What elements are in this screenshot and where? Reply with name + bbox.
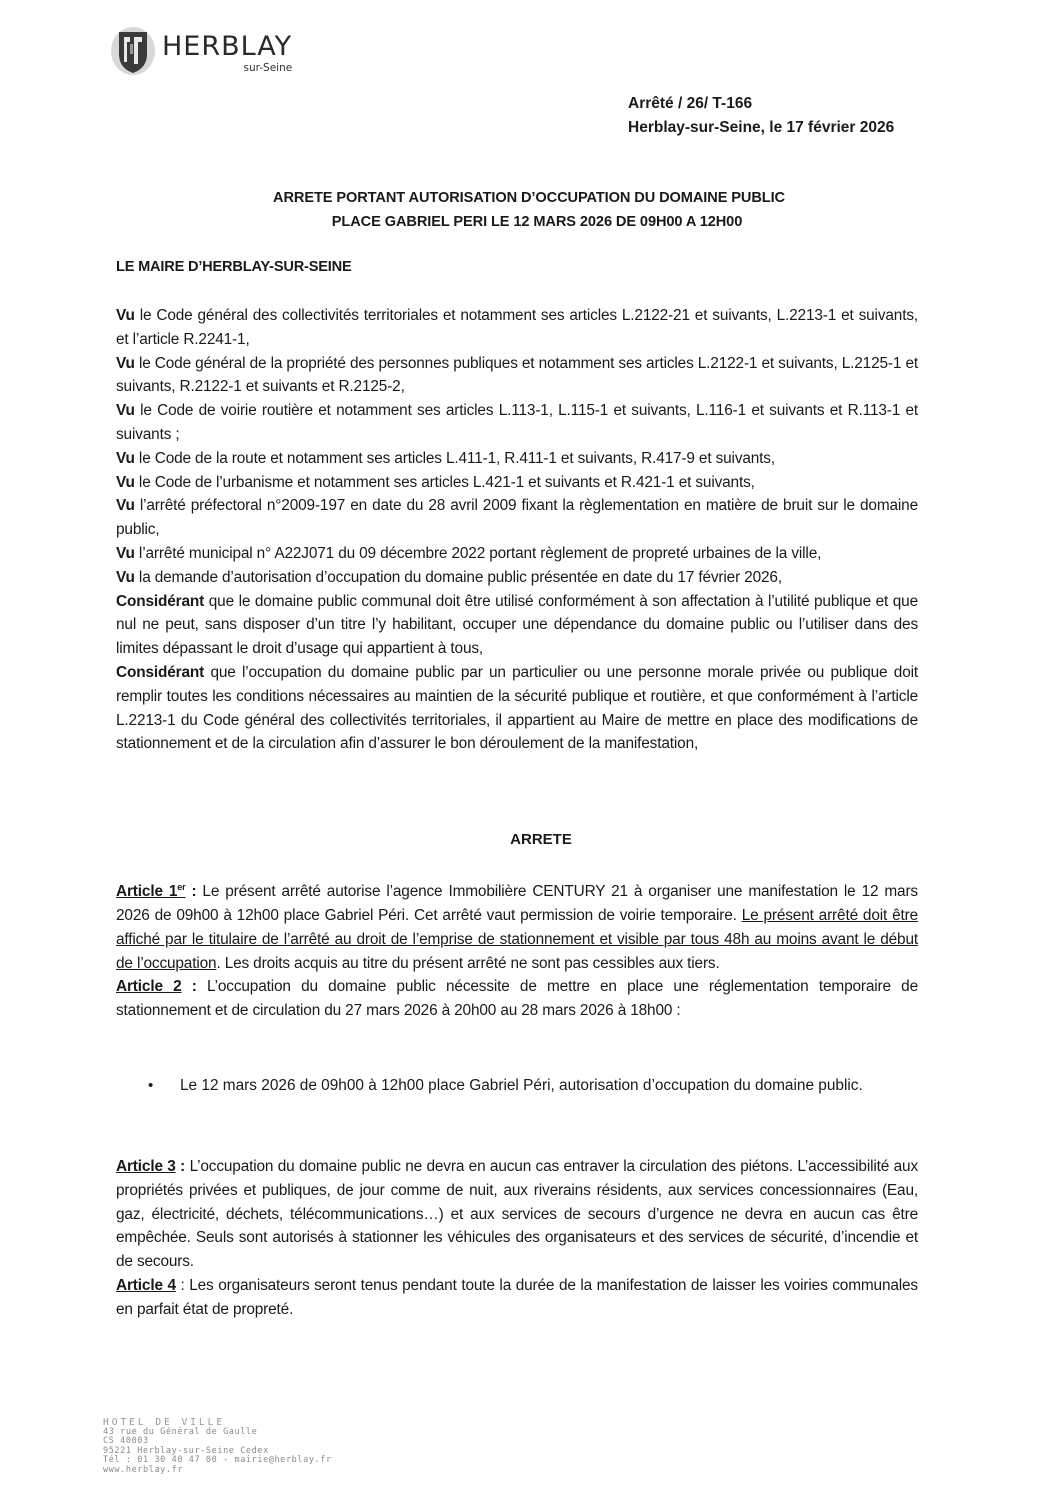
article-2-label: Article 2 xyxy=(116,978,182,996)
article-2: Article 2 : L’occupation du domaine public nécessite de mettre en place une réglementation temporaire de stationnement et de circulation du 27 mars 2026 à 20h00 au 28 mars 2026 à 18h00 : xyxy=(116,978,919,1020)
article-3-label: Article 3 xyxy=(116,1158,176,1175)
visas-section xyxy=(116,304,918,756)
article-1-label: Article 1er xyxy=(116,882,186,901)
articles-section-2 xyxy=(116,1155,918,1322)
article-1-underlined-notice: Le présent arrêté doit être affiché par le titulaire de l’arrêté au droit de l’emprise de stationnement et visible par tous 48h au moins avant le début de l’occupation xyxy=(116,906,918,972)
list-item: • Le 12 mars 2026 de 09h00 à 12h00 place Gabriel Péri, autorisation d’occupation du domaine public. xyxy=(148,1074,918,1098)
visa-item: Vu l’arrêté municipal n° A22J071 du 09 décembre 2022 portant règlement de propreté urbaines de la ville, xyxy=(116,544,822,562)
footer-contact: Tél : 01 30 40 47 00 - mairie@herblay.fr xyxy=(103,1455,332,1466)
visa-item: Vu le Code de la route et notamment ses articles L.411-1, R.411-1 et suivants, R.417-9 et suivants, xyxy=(116,449,775,467)
visa-item: Vu le Code de l’urbanisme et notamment ses articles L.421-1 et suivants et R.421-1 et suivants, xyxy=(116,473,755,491)
footer-cs: CS 40003 xyxy=(103,1436,149,1447)
footer-street: 43 rue du Général de Gaulle xyxy=(103,1426,258,1437)
article-4-label: Article 4 xyxy=(116,1276,176,1294)
document-title xyxy=(0,186,1058,234)
bullet-icon: • xyxy=(148,1077,154,1094)
herblay-logo xyxy=(110,24,292,76)
decree-reference: Arrêté / 26/ T-166 xyxy=(628,95,753,112)
footer-address xyxy=(103,1418,332,1476)
article-2-bullet-list xyxy=(148,1074,918,1098)
articles-section xyxy=(116,876,918,1023)
article-3: Article 3 : L’occupation du domaine public ne devra en aucun cas entraver la circulation des piétons. L’accessibilité aux propriétés privées et publiques, de jour comme de nuit, aux riverains résidents, aux services concessionnaires (Eau, gaz, électricité, déchets, télécommunications…) et aux services de secours d’urgence ne devra en aucun cas être empêchée. Seuls sont autorisés à stationner les véhicules des organisateurs et des services de sécurité, d’incendie et de secours. xyxy=(116,1158,918,1271)
logo-subtitle: sur-Seine xyxy=(243,62,293,74)
visa-item: Vu le Code général des collectivités territoriales et notamment ses articles L.2122-21 et suivants, L.2213-1 et suivants, et l’article R.2241-1, xyxy=(116,307,918,348)
visa-item: Vu le Code de voirie routière et notamment ses articles L.113-1, L.115-1 et suivants, L.116-1 et suivants et R.113-1 et suivants ; xyxy=(116,402,918,443)
footer-city: 95221 Herblay-sur-Seine Cedex xyxy=(103,1445,269,1456)
coat-of-arms-icon xyxy=(110,24,156,76)
place-date: Herblay-sur-Seine, le 17 février 2026 xyxy=(628,119,895,136)
title-line-1: ARRETE PORTANT AUTORISATION D’OCCUPATION DU DOMAINE PUBLIC xyxy=(273,190,785,206)
considerant-item: Considérant que le domaine public communal doit être utilisé conformément à son affectation à l’utilité publique et que nul ne peut, sans disposer d’un titre l’y habilitant, occuper une dépendance du domaine public ou l’utiliser dans des limites dépassant le droit d’usage qui appartient à tous, xyxy=(116,592,918,658)
visa-item: Vu la demande d’autorisation d’occupation du domaine public présentée en date du 17 février 2026, xyxy=(116,568,782,586)
title-line-2: PLACE GABRIEL PERI LE 12 MARS 2026 DE 09H00 A 12H00 xyxy=(331,214,743,230)
decision-heading: ARRETE xyxy=(510,831,572,848)
visa-item: Vu l’arrêté préfectoral n°2009-197 en date du 28 avril 2009 fixant la règlementation en matière de bruit sur le domaine public, xyxy=(116,497,918,539)
logo-name: HERBLAY xyxy=(162,31,293,62)
considerant-item: Considérant que l’occupation du domaine public par un particulier ou une personne morale privée ou publique doit remplir toutes les conditions nécessaires au maintien de la sécurité publique et routière, et que conformément à l’article L.2213-1 du Code général des collectivités territoriales, il appartient au Maire de mettre en place des modifications de stationnement et de la circulation afin d’assurer le bon déroulement de la manifestation, xyxy=(116,663,918,753)
article-1: Article 1er : Le présent arrêté autorise l’agence Immobilière CENTURY 21 à organiser une manifestation le 12 mars 2026 de 09h00 à 12h00 place Gabriel Péri. Cet arrêté vaut permission de voirie temporaire. Le présent arrêté doit être affiché par le titulaire de l’arrêté au droit de l’emprise de stationnement et visible par tous 48h au moins avant le début de l’occupation. Les droits acquis au titre du présent arrêté ne sont pas cessibles aux tiers. xyxy=(116,882,918,972)
footer-website: www.herblay.fr xyxy=(103,1464,184,1475)
article-4: Article 4 : Les organisateurs seront tenus pendant toute la durée de la manifestation de laisser les voiries communales en parfait état de propreté. xyxy=(116,1276,918,1318)
footer-heading: HOTEL DE VILLE xyxy=(103,1417,226,1428)
visa-item: Vu le Code général de la propriété des personnes publiques et notamment ses articles L.2122-1 et suivants, L.2125-1 et suivants, R.2122-1 et suivants et R.2125-2, xyxy=(116,354,918,396)
authority-heading: LE MAIRE D’HERBLAY-SUR-SEINE xyxy=(116,259,352,275)
reference-block xyxy=(628,92,894,140)
